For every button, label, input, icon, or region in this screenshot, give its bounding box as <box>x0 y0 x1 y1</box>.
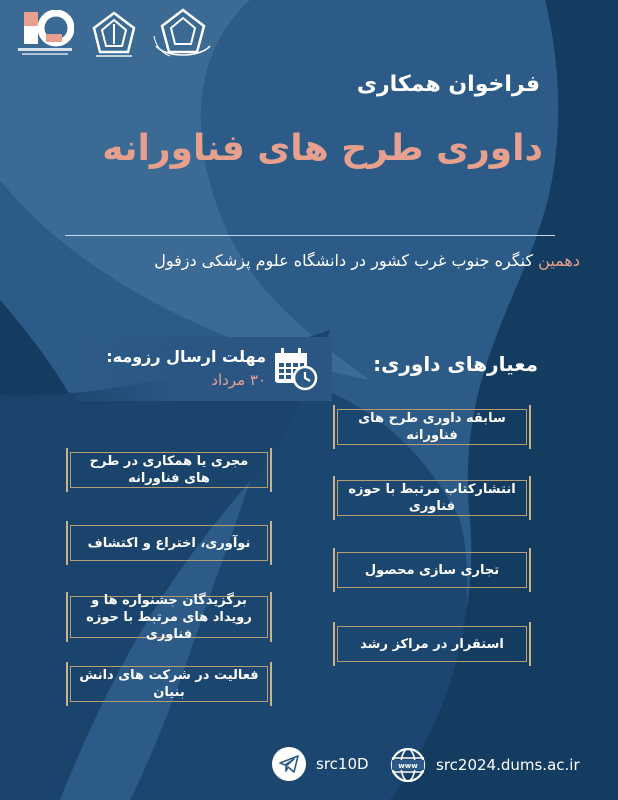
divider <box>65 235 555 236</box>
criterion-text: انتشارکتاب مرتبط با حوزه فناوری <box>348 482 516 514</box>
subtitle <box>154 251 580 270</box>
calendar-clock-icon <box>272 345 318 391</box>
telegram-handle: src10D <box>316 755 369 773</box>
deadline-date: ۳۰ مرداد <box>211 371 266 389</box>
congress-10-logo <box>16 10 74 58</box>
main-title: داوری طرح های فناورانه <box>102 128 543 169</box>
criterion-text: مجری یا همکاری در طرح های فناورانه <box>89 454 249 486</box>
criterion-card <box>333 622 531 666</box>
criterion-text: فعالیت در شرکت های دانش بنیان <box>79 668 259 700</box>
website-link[interactable] <box>388 745 580 785</box>
criterion-text: استقرار در مراکز رشد <box>360 636 504 652</box>
criterion-card <box>333 548 531 592</box>
svg-text:www: www <box>398 762 418 770</box>
deadline-label: مهلت ارسال رزومه: <box>106 347 266 366</box>
criterion-text: سابقه داوری طرح های فناورانه <box>358 411 506 443</box>
criteria-title: معیارهای داوری: <box>373 352 538 376</box>
criterion-card <box>66 662 272 706</box>
criterion-text: نوآوری، اختراع و اکتشاف <box>87 535 251 551</box>
subtitle-accent: دهمین <box>538 251 580 270</box>
subtitle-text: کنگره جنوب غرب کشور در دانشگاه علوم پزشکی دزفول <box>154 251 539 270</box>
criterion-text: برگزیدگان جشنواره ها و رویداد های مرتبط با حوزه فناوری <box>86 592 252 642</box>
criterion-card <box>66 448 272 492</box>
deadline-box <box>76 337 332 401</box>
criterion-card <box>333 476 531 520</box>
website-url: src2024.dums.ac.ir <box>436 756 580 774</box>
criterion-card <box>66 592 272 642</box>
globe-www-icon <box>388 745 428 785</box>
criterion-card <box>66 521 272 565</box>
university-emblem-logo <box>90 10 138 60</box>
criterion-card <box>333 405 531 449</box>
call-title: فراخوان همکاری <box>356 72 540 97</box>
research-committee-logo <box>150 6 216 62</box>
telegram-link[interactable] <box>272 747 369 781</box>
criterion-text: تجاری سازی محصول <box>364 562 500 578</box>
telegram-icon <box>272 747 306 781</box>
